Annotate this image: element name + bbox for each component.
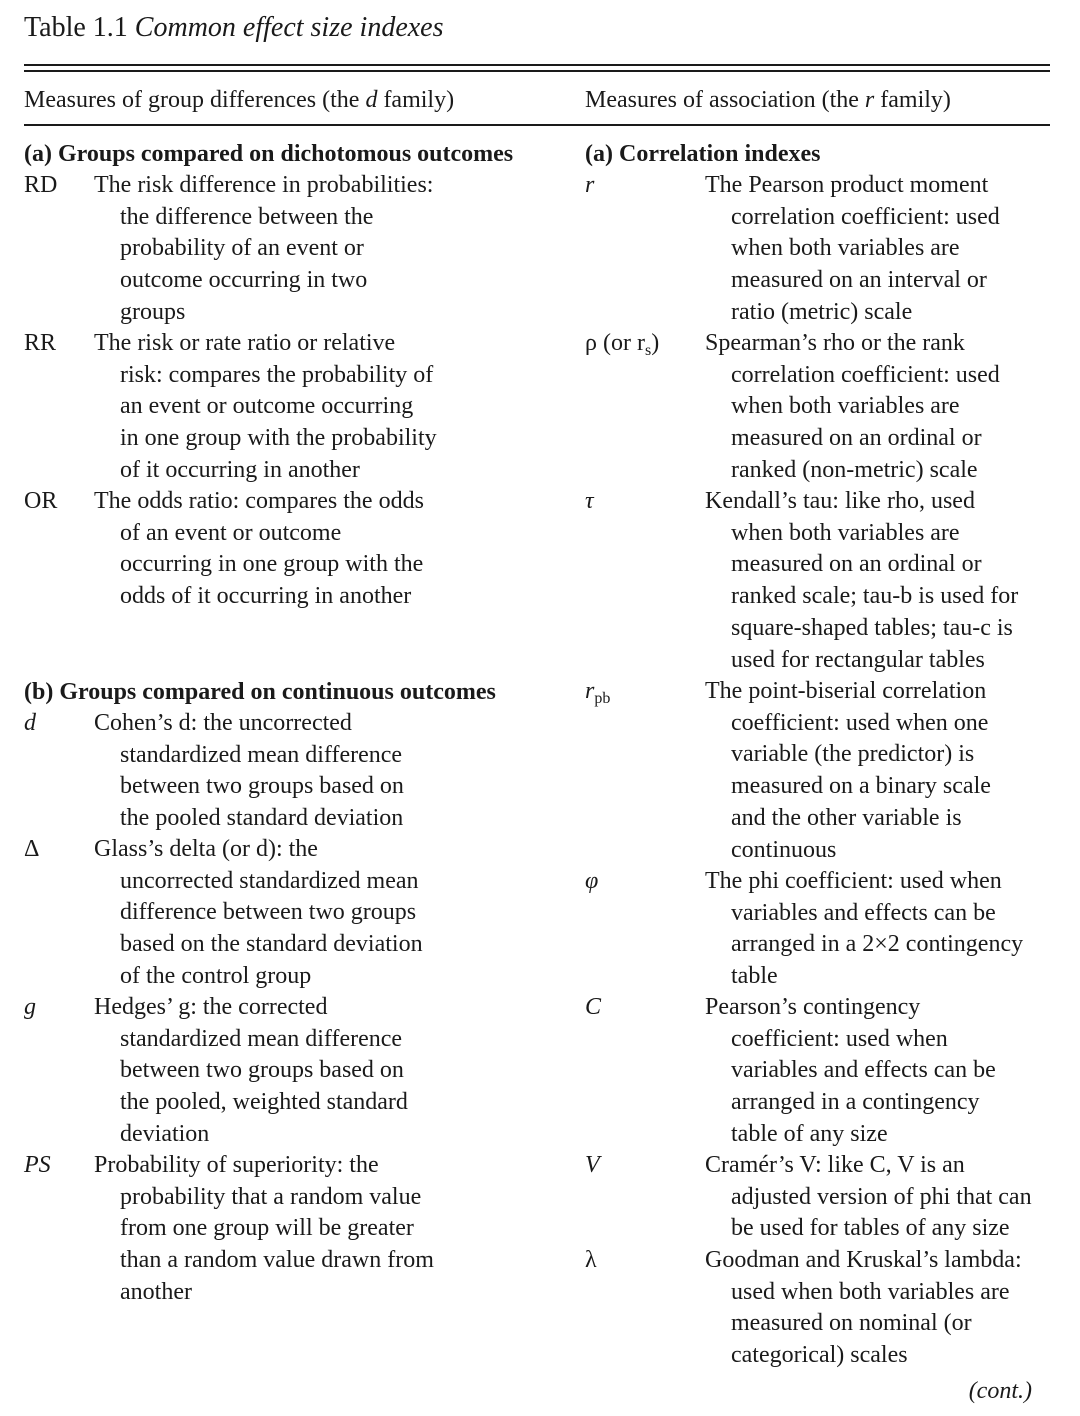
entry-description: Cramér’s V: like C, V is an adjusted version of phi that can be used for tables of any size xyxy=(705,1152,1032,1242)
header-rule xyxy=(24,124,1050,126)
entry-description: Goodman and Kruskal’s lambda: used when both variables are measured on nominal (or categorical) scales xyxy=(705,1247,1022,1369)
caption-title: Common effect size indexes xyxy=(134,12,444,43)
entry-description: The phi coefficient: used when variables and effects can be arranged in a 2×2 contingency table xyxy=(705,868,1024,990)
entry-description: Kendall’s tau: like rho, used when both variables are measured on an ordinal or ranked scale; tau-b is used for square-shaped tables; tau-c is used for rectangular tables xyxy=(705,488,1019,673)
entry-description: The Pearson product moment correlation coefficient: used when both variables are measured on an interval or ratio (metric) scale xyxy=(705,172,1000,325)
entry-symbol: τ xyxy=(585,488,594,514)
entry-description: Hedges’ g: the corrected standardized mean difference between two groups based on the pooled, weighted standard deviation xyxy=(94,994,408,1147)
entry-symbol: PS xyxy=(24,1152,51,1178)
entry-description: The risk difference in probabilities: the difference between the probability of an event or outcome occurring in two groups xyxy=(94,172,434,325)
entry-description: The point-biserial correlation coefficient: used when one variable (the predictor) is measured on a binary scale and the other variable is continuous xyxy=(705,678,991,863)
entry-symbol: Δ xyxy=(24,836,40,862)
entry-symbol: φ xyxy=(585,868,599,894)
top-rule-2 xyxy=(24,70,1050,72)
table-caption xyxy=(24,10,444,46)
entry-symbol: r xyxy=(585,172,595,198)
section-heading-correlation: (a) Correlation indexes xyxy=(585,141,821,167)
continued-note: (cont.) xyxy=(968,1378,1032,1404)
caption-label: Table 1.1 xyxy=(24,12,128,43)
right-column-header: Measures of association (the r family) xyxy=(585,87,951,113)
left-column-header: Measures of group differences (the d family) xyxy=(24,87,455,113)
entry-symbol: g xyxy=(24,994,36,1020)
entry-description: Pearson’s contingency coefficient: used when variables and effects can be arranged in a contingency table of any size xyxy=(705,994,996,1147)
entry-symbol: RR xyxy=(24,330,57,356)
entry-symbol: RD xyxy=(24,172,58,198)
entry-description: Glass’s delta (or d): the uncorrected standardized mean difference between two groups based on the standard deviation of the control group xyxy=(94,836,423,989)
section-heading-continuous: (b) Groups compared on continuous outcomes xyxy=(24,679,496,705)
entry-description: Probability of superiority: the probability that a random value from one group will be greater than a random value drawn from another xyxy=(94,1152,434,1305)
entry-symbol: OR xyxy=(24,488,58,514)
top-rule-1 xyxy=(24,64,1050,66)
entry-description: The risk or rate ratio or relative risk: compares the probability of an event or outcome occurring in one group with the probability of it occurring in another xyxy=(94,330,437,483)
entry-description: Spearman’s rho or the rank correlation coefficient: used when both variables are measured on an ordinal or ranked (non-metric) scale xyxy=(705,330,1000,483)
entry-description: Cohen’s d: the uncorrected standardized mean difference between two groups based on the pooled standard deviation xyxy=(94,710,404,832)
entry-symbol: $r_{pb}$ xyxy=(585,678,611,707)
entry-symbol: C xyxy=(585,994,602,1020)
entry-symbol: ρ (or $r_s$) xyxy=(585,330,660,359)
entry-symbol: d xyxy=(24,710,36,736)
section-heading-dichotomous: (a) Groups compared on dichotomous outcomes xyxy=(24,141,514,167)
entry-symbol: λ xyxy=(585,1247,597,1273)
entry-description: The odds ratio: compares the odds of an event or outcome occurring in one group with the odds of it occurring in another xyxy=(94,488,424,610)
entry-symbol: V xyxy=(585,1152,600,1178)
